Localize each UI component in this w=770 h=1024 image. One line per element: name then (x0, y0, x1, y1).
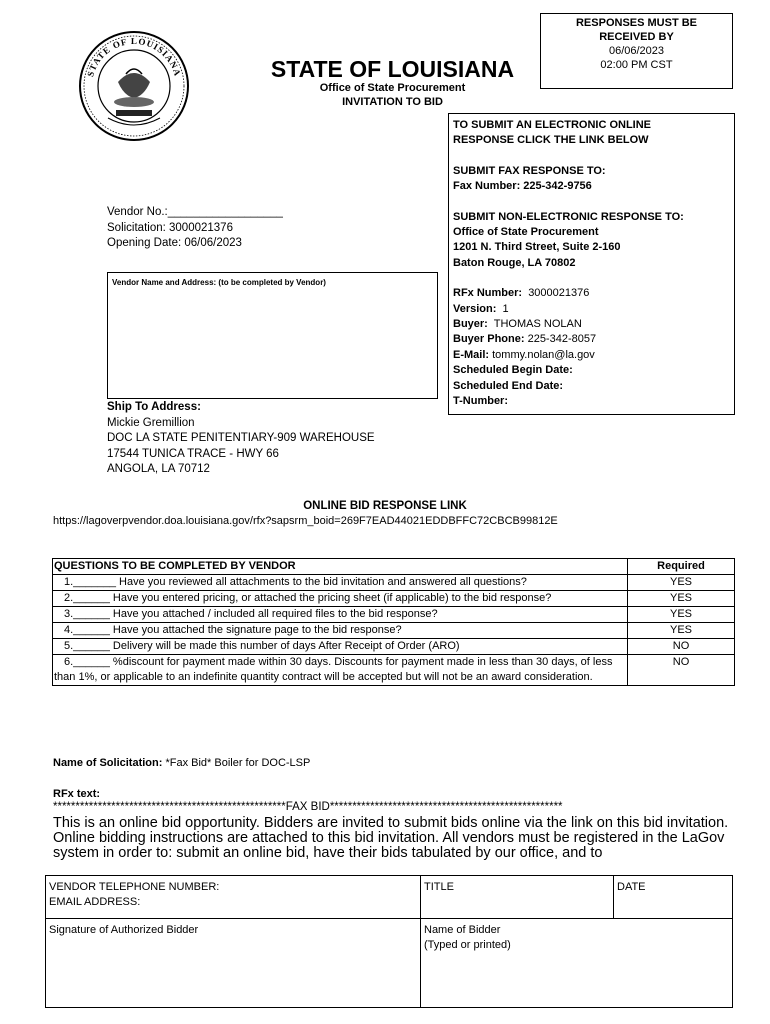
opening-date: Opening Date: 06/06/2023 (107, 237, 242, 249)
buyer: Buyer: THOMAS NOLAN (453, 318, 582, 331)
version: Version: 1 (453, 302, 509, 315)
deadline-line2: RECEIVED BY (599, 31, 674, 43)
buyer-email: E-Mail: tommy.nolan@la.gov (453, 348, 595, 361)
signature-cell[interactable] (46, 919, 421, 1008)
question-text[interactable]: 2.______ Have you entered pricing, or attached the pricing sheet (if applicable) to the bid response? (53, 591, 628, 607)
buyer-phone: Buyer Phone: 225-342-8057 (453, 333, 597, 346)
required-header: Required (628, 559, 735, 575)
t-number: T-Number: (453, 395, 508, 408)
scheduled-begin-date: Scheduled Begin Date: (453, 364, 573, 377)
response-instructions-box (448, 113, 735, 415)
ship-to-name: Mickie Gremillion (107, 416, 195, 429)
question-required: YES (628, 575, 735, 591)
questions-header: QUESTIONS TO BE COMPLETED BY VENDOR (53, 559, 628, 575)
date-cell[interactable] (614, 876, 733, 919)
question-required: YES (628, 591, 735, 607)
question-text[interactable]: 3.______ Have you attached / included all required files to the bid response? (53, 607, 628, 623)
document-type: INVITATION TO BID (342, 96, 443, 108)
page-title: STATE OF LOUISIANA (270, 56, 515, 82)
electronic-line1: TO SUBMIT AN ELECTRONIC ONLINE (453, 119, 651, 131)
solicitation-name-label: Name of Solicitation: (53, 757, 163, 769)
fax-heading: SUBMIT FAX RESPONSE TO: (453, 164, 606, 177)
table-row (53, 591, 735, 607)
deadline-line1: RESPONSES MUST BE (575, 17, 698, 29)
office-name: Office of State Procurement (319, 82, 466, 94)
question-required: NO (628, 655, 735, 686)
vendor-name-address-label: Vendor Name and Address: (to be completed by Vendor) (112, 278, 326, 287)
table-row (53, 607, 735, 623)
ship-to-label: Ship To Address: (107, 401, 201, 413)
ship-to-line3: ANGOLA, LA 70712 (107, 463, 210, 475)
solicitation-name (53, 757, 310, 769)
rfx-text-banner: ****************************************************FAX BID**************************************************** (53, 801, 563, 813)
mailing-address-line3: Baton Rouge, LA 70802 (453, 256, 576, 269)
table-row (53, 655, 735, 686)
vendor-questions-table (52, 558, 735, 686)
question-required: NO (628, 639, 735, 655)
date-label: DATE (617, 881, 646, 893)
ship-to-line2: 17544 TUNICA TRACE - HWY 66 (107, 447, 279, 460)
signature-label: Signature of Authorized Bidder (49, 924, 199, 936)
question-text[interactable]: 1._______ Have you reviewed all attachments to the bid invitation and answered all questions? (53, 575, 628, 591)
bidder-name-sublabel: (Typed or printed) (424, 939, 511, 951)
bidder-name-cell[interactable] (421, 919, 733, 1008)
title-cell[interactable] (421, 876, 614, 919)
table-header-row (53, 559, 735, 575)
scheduled-end-date: Scheduled End Date: (453, 379, 564, 392)
vendor-phone-label: VENDOR TELEPHONE NUMBER: (49, 881, 220, 893)
online-bid-link-title: ONLINE BID RESPONSE LINK (303, 500, 467, 512)
title-label: TITLE (424, 881, 454, 893)
deadline-time: 02:00 PM CST (600, 59, 673, 71)
svg-text:STATE OF LOUISIANA: STATE OF LOUISIANA (85, 35, 183, 78)
fax-number: Fax Number: 225-342-9756 (453, 180, 592, 193)
question-required: YES (628, 623, 735, 639)
question-required: YES (628, 607, 735, 623)
vendor-email-label: EMAIL ADDRESS: (49, 896, 141, 908)
question-text[interactable]: 4.______ Have you attached the signature page to the bid response? (53, 623, 628, 639)
nonelectronic-heading: SUBMIT NON-ELECTRONIC RESPONSE TO: (453, 210, 684, 223)
solicitation-number: Solicitation: 3000021376 (107, 221, 233, 234)
mailing-address-line2: 1201 N. Third Street, Suite 2-160 (453, 241, 621, 254)
table-row (53, 575, 735, 591)
online-bid-link[interactable]: https://lagoverpvendor.doa.louisiana.gov/rfx?sapsrm_boid=269F7EAD44021EDDBFFC72CBCB99812E (53, 515, 558, 527)
ship-to-line1: DOC LA STATE PENITENTIARY-909 WAREHOUSE (107, 432, 375, 444)
rfx-text-body: This is an online bid opportunity. Bidders are invited to submit bids online via the link on this bid invitation. Online bidding instructions are attached to this bid invitation. All vendors must be registered in the LaGov system in order to: submit an online bid, have their bids tabulated by our office, and to (53, 815, 729, 861)
table-row (53, 623, 735, 639)
deadline-date: 06/06/2023 (608, 45, 665, 57)
question-text[interactable]: 6.______ %discount for payment made within 30 days. Discounts for payment made in less than 30 days, of less than 1%, or applicable to an indefinite quantity contract will be accepted but will not be an award consideration. (53, 655, 628, 686)
vendor-signature-table (45, 875, 733, 1008)
rfx-text-label: RFx text: (53, 788, 101, 800)
mailing-address-line1: Office of State Procurement (453, 226, 599, 239)
table-row (53, 639, 735, 655)
rfx-number: RFx Number: 3000021376 (453, 287, 590, 300)
header-subtitle (270, 81, 515, 109)
solicitation-name-value: *Fax Bid* Boiler for DOC-LSP (165, 757, 311, 769)
ship-to-address (107, 400, 375, 478)
electronic-line2: RESPONSE CLICK THE LINK BELOW (453, 134, 649, 147)
response-deadline-box (540, 13, 733, 89)
vendor-info (107, 205, 283, 252)
bidder-name-label: Name of Bidder (424, 924, 501, 936)
vendor-contact-cell[interactable] (46, 876, 421, 919)
question-text[interactable]: 5.______ Delivery will be made this number of days After Receipt of Order (ARO) (53, 639, 628, 655)
vendor-number: Vendor No.:__________________ (107, 206, 283, 218)
vendor-name-address-box[interactable] (107, 272, 438, 399)
state-seal-logo (78, 30, 190, 142)
